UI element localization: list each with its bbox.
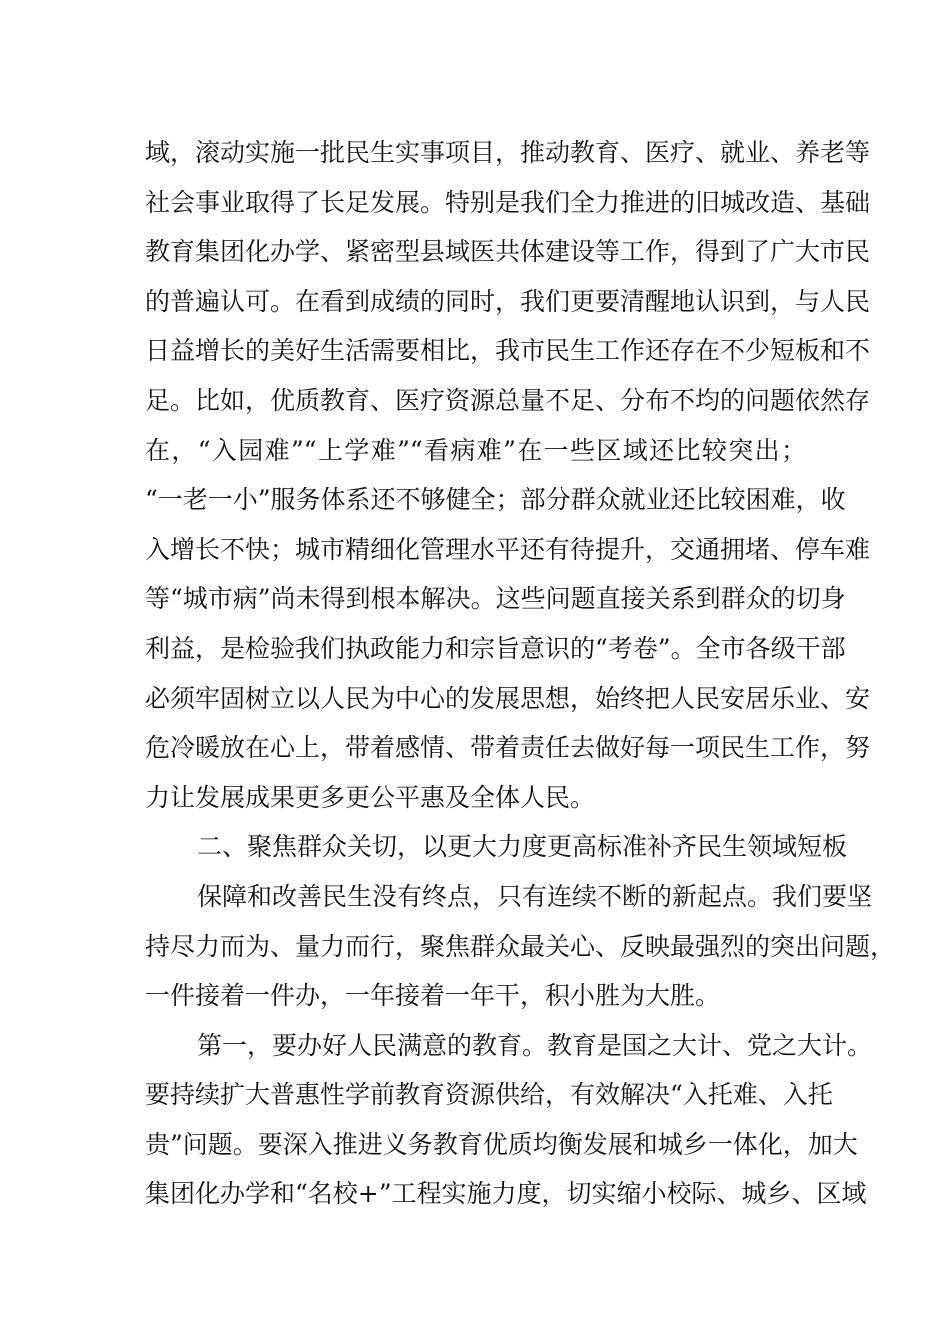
text-line: 第一，要办好人民满意的教育。教育是国之大计、党之大计。 bbox=[197, 1030, 873, 1060]
text-line: 的普遍认可。在看到成绩的同时，我们更要清醒地认识到，与人民 bbox=[145, 286, 871, 316]
text-line: 利益，是检验我们执政能力和宗旨意识的“考卷”。全市各级干部 bbox=[145, 633, 846, 663]
text-line: 日益增长的美好生活需要相比，我市民生工作还存在不少短板和不 bbox=[145, 336, 871, 366]
paragraph bbox=[145, 128, 871, 822]
text-line: 集团化办学和“名校+”工程实施力度，切实缩小校际、城乡、区域 bbox=[145, 1179, 867, 1209]
text-line: 贵”问题。要深入推进义务教育优质均衡发展和城乡一体化，加大 bbox=[145, 1129, 858, 1159]
text-line: 足。比如，优质教育、医疗资源总量不足、分布不均的问题依然存 bbox=[145, 385, 871, 415]
text-line: “一老一小”服务体系还不够健全；部分群众就业还比较困难，收 bbox=[145, 485, 846, 515]
text-line: 必须牢固树立以人民为中心的发展思想，始终把人民安居乐业、安 bbox=[145, 683, 871, 713]
text-line: 等“城市病”尚未得到根本解决。这些问题直接关系到群众的切身 bbox=[145, 584, 846, 614]
text-line: 危冷暖放在心上，带着感情、带着责任去做好每一项民生工作，努 bbox=[145, 733, 871, 763]
text-line: 社会事业取得了长足发展。特别是我们全力推进的旧城改造、基础 bbox=[145, 187, 871, 217]
text-line: 保障和改善民生没有终点，只有连续不断的新起点。我们要坚 bbox=[197, 881, 873, 911]
text-line: 域，滚动实施一批民生实事项目，推动教育、医疗、就业、养老等 bbox=[145, 138, 871, 167]
text-line: 入增长不快；城市精细化管理水平还有待提升，交通拥堵、停车难 bbox=[145, 534, 871, 564]
section-heading bbox=[145, 822, 848, 872]
paragraph bbox=[145, 1021, 873, 1219]
text-line: 力让发展成果更多更公平惠及全体人民。 bbox=[145, 782, 596, 812]
text-line: 一件接着一件办，一年接着一年干，积小胜为大胜。 bbox=[145, 981, 721, 1011]
text-line: 持尽力而为、量力而行，聚焦群众最关心、反映最强烈的突出问题， bbox=[145, 931, 896, 961]
text-line: 要持续扩大普惠性学前教育资源供给，有效解决“入托难、入托 bbox=[145, 1080, 833, 1110]
text-line: 二、聚焦群众关切，以更大力度更高标准补齐民生领域短板 bbox=[197, 832, 848, 862]
text-line: 在，“入园难”“上学难”“看病难”在一些区域还比较突出； bbox=[145, 435, 806, 465]
text-line: 教育集团化办学、紧密型县域医共体建设等工作，得到了广大市民 bbox=[145, 237, 871, 267]
document-page bbox=[145, 128, 896, 1219]
paragraph bbox=[145, 872, 896, 1021]
